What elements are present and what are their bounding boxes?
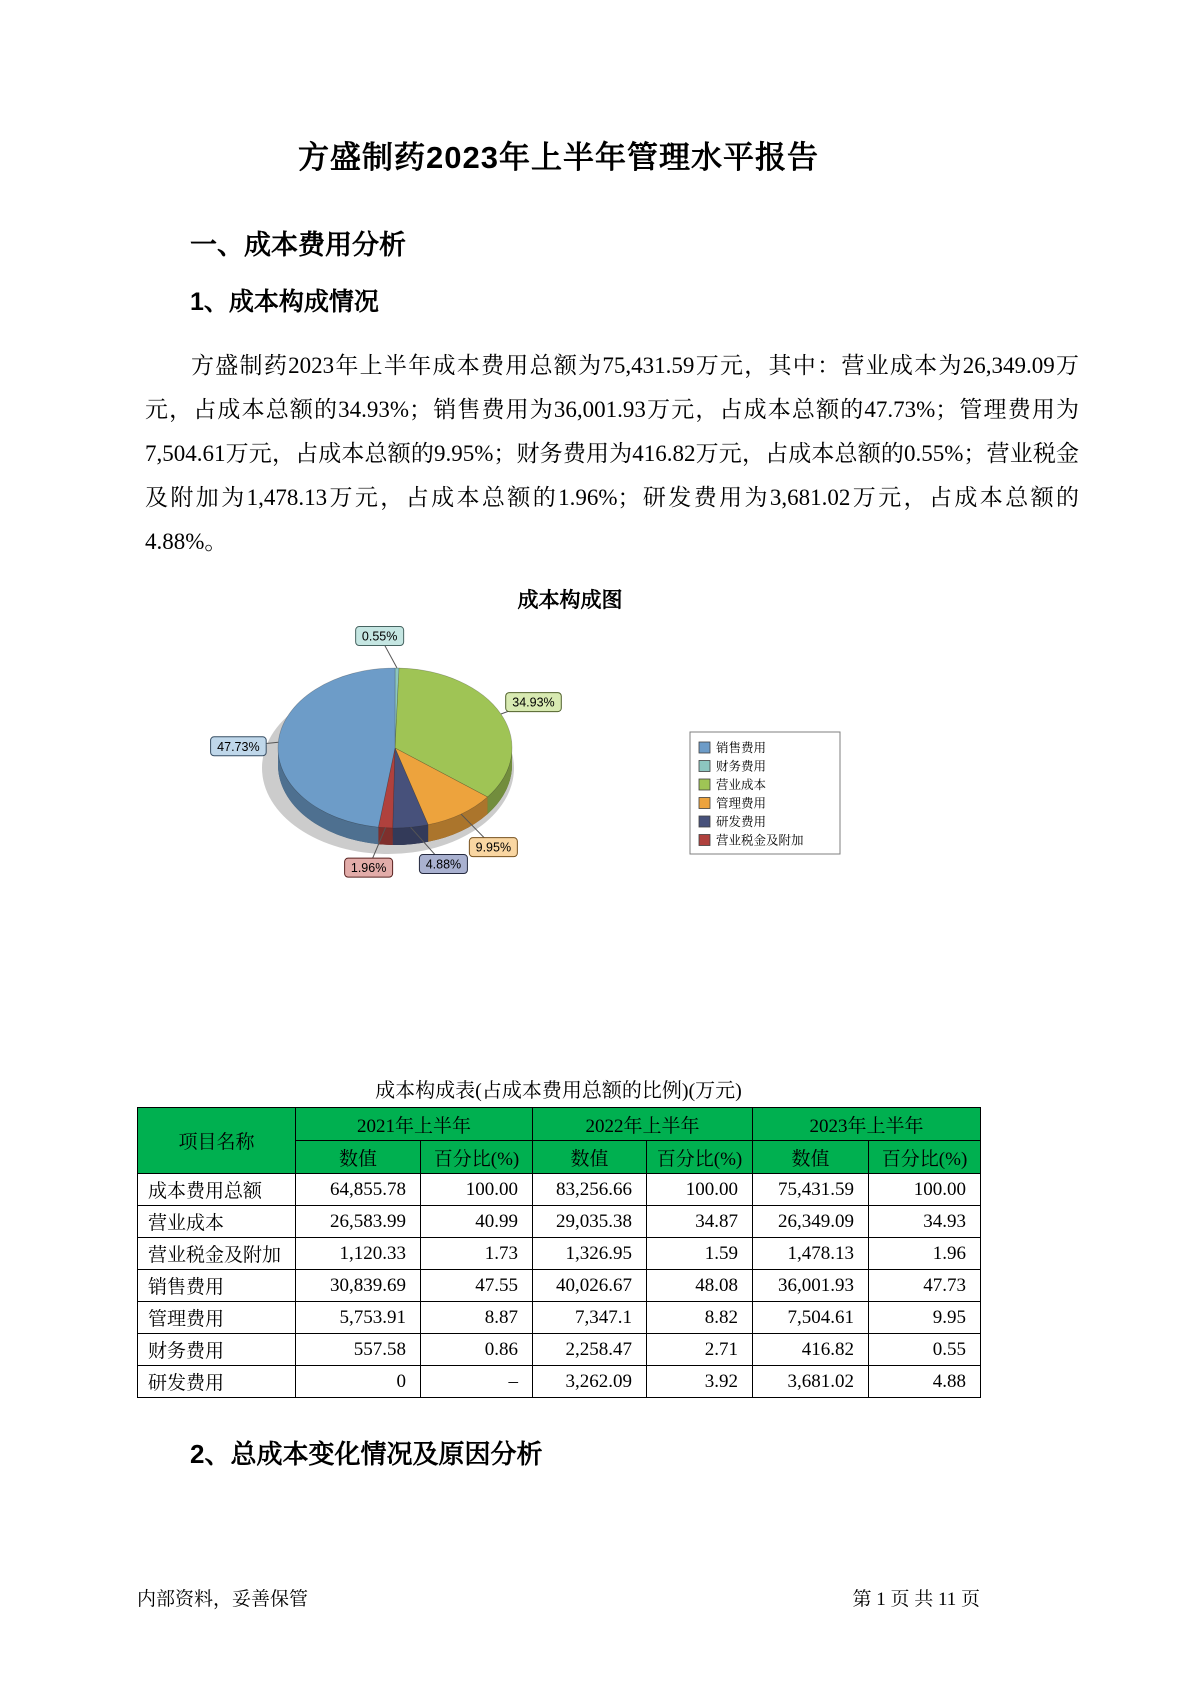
value-cell: 1.59	[647, 1238, 753, 1270]
pie-label: 34.93%	[512, 695, 555, 710]
table-row	[138, 1302, 981, 1334]
legend-swatch	[699, 798, 710, 809]
table-subheader: 百分比(%)	[421, 1141, 533, 1174]
value-cell: 26,583.99	[296, 1206, 421, 1238]
table-header-item-name: 项目名称	[138, 1108, 296, 1174]
pie-label: 0.55%	[361, 629, 398, 644]
subsection-heading-cost-composition: 1、成本构成情况	[190, 288, 379, 316]
body-paragraph: 方盛制药2023年上半年成本费用总额为75,431.59万元，其中：营业成本为26,349.09万元，占成本总额的34.93%；销售费用为36,001.93万元，占成本总额的47.73%；管理费用为7,504.61万元，占成本总额的9.95%；财务费用为416.82万元，占成本总额的0.55%；营业税金及附加为1,478.13万元，占成本总额的1.96%；研发费用为3,681.02万元，占成本总额的4.88%。	[145, 353, 1079, 554]
legend-label: 财务费用	[716, 759, 767, 774]
legend-swatch	[699, 835, 710, 846]
row-label-cell: 管理费用	[138, 1302, 296, 1334]
value-cell: 36,001.93	[753, 1270, 869, 1302]
row-label-cell: 成本费用总额	[138, 1174, 296, 1206]
chart-legend	[690, 732, 840, 854]
table-row	[138, 1366, 981, 1398]
table-title: 成本构成表(占成本费用总额的比例)(万元)	[375, 1080, 742, 1102]
value-cell: 5,753.91	[296, 1302, 421, 1334]
value-cell: 4.88	[869, 1366, 981, 1398]
legend-label: 管理费用	[716, 796, 767, 811]
value-cell: 7,347.1	[533, 1302, 647, 1334]
cost-composition-chart	[150, 584, 990, 920]
table-subheader: 数值	[296, 1141, 421, 1174]
value-cell: 416.82	[753, 1334, 869, 1366]
legend-swatch	[699, 742, 710, 753]
table-row	[138, 1238, 981, 1270]
table-header-period: 2023年上半年	[753, 1108, 981, 1141]
row-label-cell: 营业税金及附加	[138, 1238, 296, 1270]
row-label-cell: 财务费用	[138, 1334, 296, 1366]
page-footer	[137, 1584, 980, 1611]
table-subheader: 百分比(%)	[869, 1141, 981, 1174]
legend-label: 营业税金及附加	[716, 833, 804, 848]
value-cell: 26,349.09	[753, 1206, 869, 1238]
table-subheader: 百分比(%)	[647, 1141, 753, 1174]
value-cell: 40.99	[421, 1206, 533, 1238]
pie-label: 9.95%	[475, 840, 512, 855]
value-cell: 557.58	[296, 1334, 421, 1366]
row-label-cell: 销售费用	[138, 1270, 296, 1302]
value-cell: 7,504.61	[753, 1302, 869, 1334]
value-cell: 3.92	[647, 1366, 753, 1398]
table-header-period: 2022年上半年	[533, 1108, 753, 1141]
value-cell: 48.08	[647, 1270, 753, 1302]
row-label-cell: 营业成本	[138, 1206, 296, 1238]
legend-label: 营业成本	[716, 778, 767, 792]
value-cell: 1,120.33	[296, 1238, 421, 1270]
value-cell: 1.96	[869, 1238, 981, 1270]
value-cell: 8.82	[647, 1302, 753, 1334]
value-cell: 2.71	[647, 1334, 753, 1366]
value-cell: 83,256.66	[533, 1174, 647, 1206]
footer-page-number: 第 1 页 共 11 页	[852, 1589, 980, 1610]
value-cell: 47.73	[869, 1270, 981, 1302]
value-cell: 1,326.95	[533, 1238, 647, 1270]
table-subheader: 数值	[533, 1141, 647, 1174]
value-cell: 100.00	[421, 1174, 533, 1206]
value-cell: 40,026.67	[533, 1270, 647, 1302]
value-cell: 3,681.02	[753, 1366, 869, 1398]
value-cell: 29,035.38	[533, 1206, 647, 1238]
table-row	[138, 1334, 981, 1366]
table-subheader: 数值	[753, 1141, 869, 1174]
value-cell: 1.73	[421, 1238, 533, 1270]
doc-title: 方盛制药2023年上半年管理水平报告	[298, 140, 819, 175]
value-cell: 0.86	[421, 1334, 533, 1366]
legend-swatch	[699, 761, 710, 772]
pie-label: 47.73%	[217, 739, 260, 754]
value-cell: 100.00	[869, 1174, 981, 1206]
value-cell: 75,431.59	[753, 1174, 869, 1206]
value-cell: 8.87	[421, 1302, 533, 1334]
section-heading-total-cost-change: 2、总成本变化情况及原因分析	[190, 1439, 543, 1469]
cost-table	[137, 1107, 981, 1398]
table-header-period: 2021年上半年	[296, 1108, 533, 1141]
value-cell: 2,258.47	[533, 1334, 647, 1366]
value-cell: 0.55	[869, 1334, 981, 1366]
pie-slice-side	[378, 827, 392, 845]
legend-swatch	[699, 816, 710, 827]
row-label-cell: 研发费用	[138, 1366, 296, 1398]
pie-label: 4.88%	[425, 857, 462, 872]
value-cell: 3,262.09	[533, 1366, 647, 1398]
value-cell: 47.55	[421, 1270, 533, 1302]
legend-label: 销售费用	[716, 741, 767, 755]
table-row	[138, 1206, 981, 1238]
table-row	[138, 1174, 981, 1206]
table-row	[138, 1270, 981, 1302]
section-heading-cost-analysis: 一、成本费用分析	[190, 230, 406, 260]
value-cell: 30,839.69	[296, 1270, 421, 1302]
legend-label: 研发费用	[716, 815, 767, 829]
value-cell: 64,855.78	[296, 1174, 421, 1206]
value-cell: 34.93	[869, 1206, 981, 1238]
value-cell: 34.87	[647, 1206, 753, 1238]
chart-title: 成本构成图	[517, 589, 623, 612]
value-cell: –	[421, 1366, 533, 1398]
cost-pie-chart	[150, 620, 990, 920]
footer-confidential-note: 内部资料，妥善保管	[137, 1589, 309, 1610]
value-cell: 0	[296, 1366, 421, 1398]
value-cell: 9.95	[869, 1302, 981, 1334]
value-cell: 100.00	[647, 1174, 753, 1206]
value-cell: 1,478.13	[753, 1238, 869, 1270]
legend-swatch	[699, 779, 710, 790]
pie-label: 1.96%	[350, 861, 387, 876]
